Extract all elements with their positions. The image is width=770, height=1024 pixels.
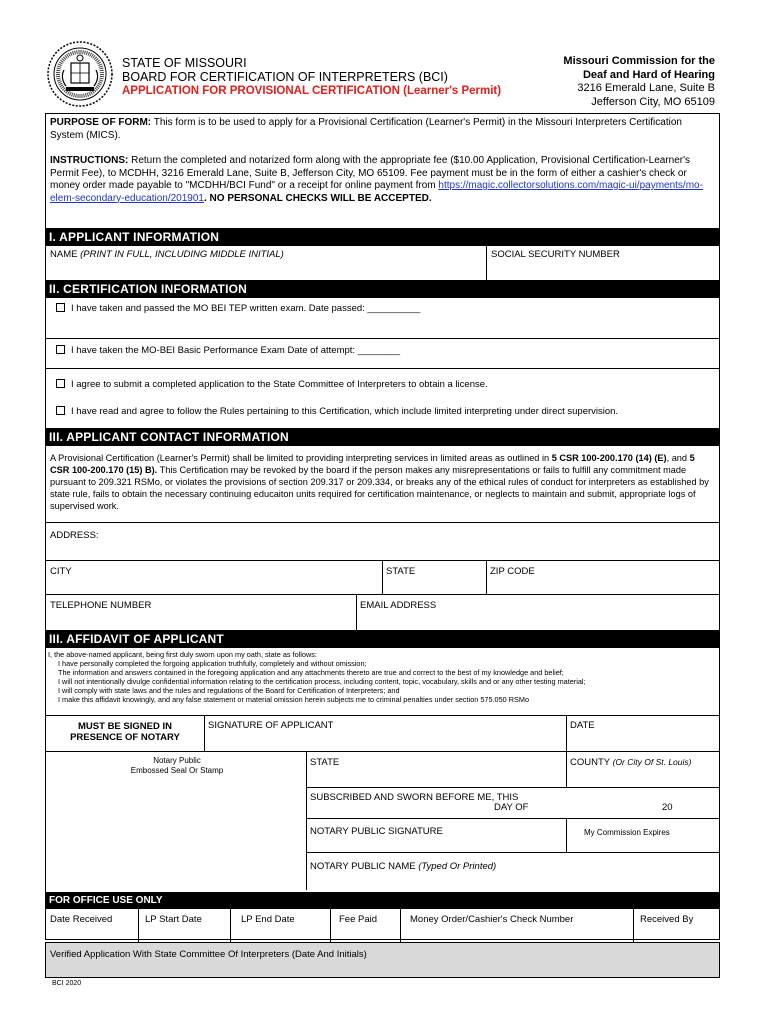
office-received-by: Received By bbox=[640, 914, 694, 925]
written-exam-checkbox[interactable] bbox=[56, 303, 65, 312]
address-field[interactable] bbox=[50, 542, 715, 558]
purpose-paragraph bbox=[50, 117, 710, 142]
office-use-header: FOR OFFICE USE ONLY bbox=[45, 892, 720, 909]
city-field-label: CITY bbox=[50, 566, 72, 577]
name-field[interactable] bbox=[50, 262, 480, 280]
form-code: BCI 2020 bbox=[52, 980, 82, 987]
notary-county-label: COUNTY (Or City Of St. Louis) bbox=[570, 757, 692, 768]
agree-submit-checkbox[interactable] bbox=[56, 379, 65, 388]
phone-field-label: TELEPHONE NUMBER bbox=[50, 600, 152, 611]
cert-item-performance-exam: I have taken the MO-BEI Basic Performance Exam Date of attempt: ________ bbox=[56, 345, 400, 356]
notary-name-field[interactable] bbox=[310, 873, 710, 887]
contact-paragraph: A Provisional Certification (Learner's Permit) shall be limited to providing interpreting services in limited areas as outlined in 5 CSR 100-200.170 (14) (E), and 5 CSR 100-200.170 (15) B). This Certification may be revoked by the board if the person makes any misrepresentations or fails to fulfill any commitment made pursuant to 209.321 RSMo, or violates the provisions of section 209.317 or 209.334, or breaks any of the ethical rules of conduct for interpreters as established by state rule, fails to obtain the necessary continuing educaiton units required for certification maintenance, or neglects to maintain and submit, appropriate logs of supervised work. bbox=[50, 453, 709, 511]
applicant-signature-field[interactable] bbox=[208, 733, 563, 749]
header-title-block bbox=[122, 56, 501, 98]
office-date-received: Date Received bbox=[50, 914, 113, 925]
instructions-paragraph bbox=[50, 155, 712, 205]
office-verified-row bbox=[45, 942, 720, 978]
sworn-day-of: DAY OF bbox=[494, 802, 529, 813]
office-money-order: Money Order/Cashier's Check Number bbox=[410, 914, 574, 925]
address-field-label: ADDRESS: bbox=[50, 530, 99, 541]
ssn-field-label: SOCIAL SECURITY NUMBER bbox=[491, 249, 620, 260]
ssn-field[interactable] bbox=[491, 262, 716, 280]
notary-state-label: STATE bbox=[310, 757, 340, 768]
section-4-header: III. AFFIDAVIT OF APPLICANT bbox=[45, 630, 720, 648]
office-fee-paid: Fee Paid bbox=[339, 914, 378, 925]
sworn-year: 20 bbox=[662, 802, 673, 813]
state-field[interactable] bbox=[386, 578, 482, 592]
notary-seal-area: Notary Public Embossed Seal Or Stamp bbox=[130, 756, 224, 775]
cert-item-written-exam: I have taken and passed the MO BEI TEP written exam. Date passed: __________ bbox=[56, 303, 420, 314]
cert-item-agree-rules: I have read and agree to follow the Rules pertaining to this Certification, which include limited interpreting under direct supervision. bbox=[56, 406, 618, 417]
office-lp-start: LP Start Date bbox=[145, 914, 202, 925]
affidavit-text: I, the above-named applicant, being first duly sworn upon my oath, state as follows: I have personally completed the forgoing application truthfully, completely and without omission; The information and answers contained in the foregoing application and any attachments thereto are true and correct to the best of my knowledge and belief; I will not intentionally divulge confidential information relating to the certification process, including content, topic, vocabulary, skills and or any other testing material; I will comply with state laws and the rules and regulations of the Board for Certification of Interpreters; and I make this affidavit knowingly, and any false statement or material omission herein subjects me to criminal penalties under section 575.050 RSMo bbox=[48, 650, 586, 704]
notary-signature-label: NOTARY PUBLIC SIGNATURE bbox=[310, 826, 443, 837]
notary-name-label: NOTARY PUBLIC NAME (Typed Or Printed) bbox=[310, 861, 497, 872]
no-checks-warning: . NO PERSONAL CHECKS WILL BE ACCEPTED. bbox=[204, 192, 432, 204]
sworn-line-1: SUBSCRIBED AND SWORN BEFORE ME, THIS bbox=[310, 792, 519, 803]
agency-line-2: Deaf and Hard of Hearing bbox=[582, 68, 715, 81]
commission-expires-label: My Commission Expires bbox=[584, 828, 670, 837]
applicant-signature-label: SIGNATURE OF APPLICANT bbox=[208, 720, 334, 731]
zip-field-label: ZIP CODE bbox=[490, 566, 535, 577]
header-board: BOARD FOR CERTIFICATION OF INTERPRETERS (BCI) bbox=[122, 70, 448, 84]
section-3-header: III. APPLICANT CONTACT INFORMATION bbox=[45, 428, 720, 446]
must-sign-notice: MUST BE SIGNED IN PRESENCE OF NOTARY bbox=[70, 721, 180, 743]
section-2-header: II. CERTIFICATION INFORMATION bbox=[45, 280, 720, 298]
missouri-state-seal bbox=[46, 40, 114, 108]
signature-date-label: DATE bbox=[570, 720, 595, 731]
performance-exam-checkbox[interactable] bbox=[56, 345, 65, 354]
form-title: APPLICATION FOR PROVISIONAL CERTIFICATION (Learner's Permit) bbox=[122, 85, 502, 97]
state-field-label: STATE bbox=[386, 566, 416, 577]
name-field-label: NAME (PRINT IN FULL, INCLUDING MIDDLE INITIAL) bbox=[50, 249, 284, 260]
instructions-text: Return the completed and notarized form along with the appropriate fee ($10.00 Application, Provisional Certification-Learner's Permit Fee), to MCDHH, 3216 Emerald Lane, Suite B, Jefferson City, MO 65109. Fee payment must be in the form of either a cashier's check or money order made payable to "MCDHH/BCI Fund" or a receipt for online payment from bbox=[50, 155, 691, 191]
zip-field[interactable] bbox=[490, 578, 715, 592]
email-field[interactable] bbox=[360, 612, 715, 626]
city-field[interactable] bbox=[50, 578, 380, 592]
signature-date-field[interactable] bbox=[570, 733, 715, 749]
purpose-label: PURPOSE OF FORM: bbox=[50, 117, 152, 128]
section-1-header: I. APPLICANT INFORMATION bbox=[45, 228, 720, 246]
notary-signature-field[interactable] bbox=[310, 838, 560, 850]
header-agency-block bbox=[563, 55, 715, 109]
purpose-text: This form is to be used to apply for a Provisional Certification (Learner's Permit) in the Missouri Interpreters Certification System (MICS). bbox=[50, 117, 682, 141]
header-state: STATE OF MISSOURI bbox=[122, 56, 247, 70]
payment-link[interactable]: https://magic.collectorsolutions.com/magic-ui/payments/mo-elem-secondary-education/201901 bbox=[50, 180, 703, 204]
cert-item-agree-submit: I agree to submit a completed application to the State Committee of Interpreters to obtain a license. bbox=[56, 379, 488, 390]
office-verified-label: Verified Application With State Committee Of Interpreters (Date And Initials) bbox=[50, 949, 367, 960]
email-field-label: EMAIL ADDRESS bbox=[360, 600, 437, 611]
agency-address-2: Jefferson City, MO 65109 bbox=[591, 95, 715, 108]
agency-line-1: Missouri Commission for the bbox=[563, 55, 715, 67]
office-use-row bbox=[45, 909, 720, 942]
instructions-label: INSTRUCTIONS: bbox=[50, 155, 129, 166]
agency-address-1: 3216 Emerald Lane, Suite B bbox=[577, 82, 715, 94]
agree-rules-checkbox[interactable] bbox=[56, 406, 65, 415]
phone-field[interactable] bbox=[50, 612, 350, 626]
office-lp-end: LP End Date bbox=[241, 914, 295, 925]
